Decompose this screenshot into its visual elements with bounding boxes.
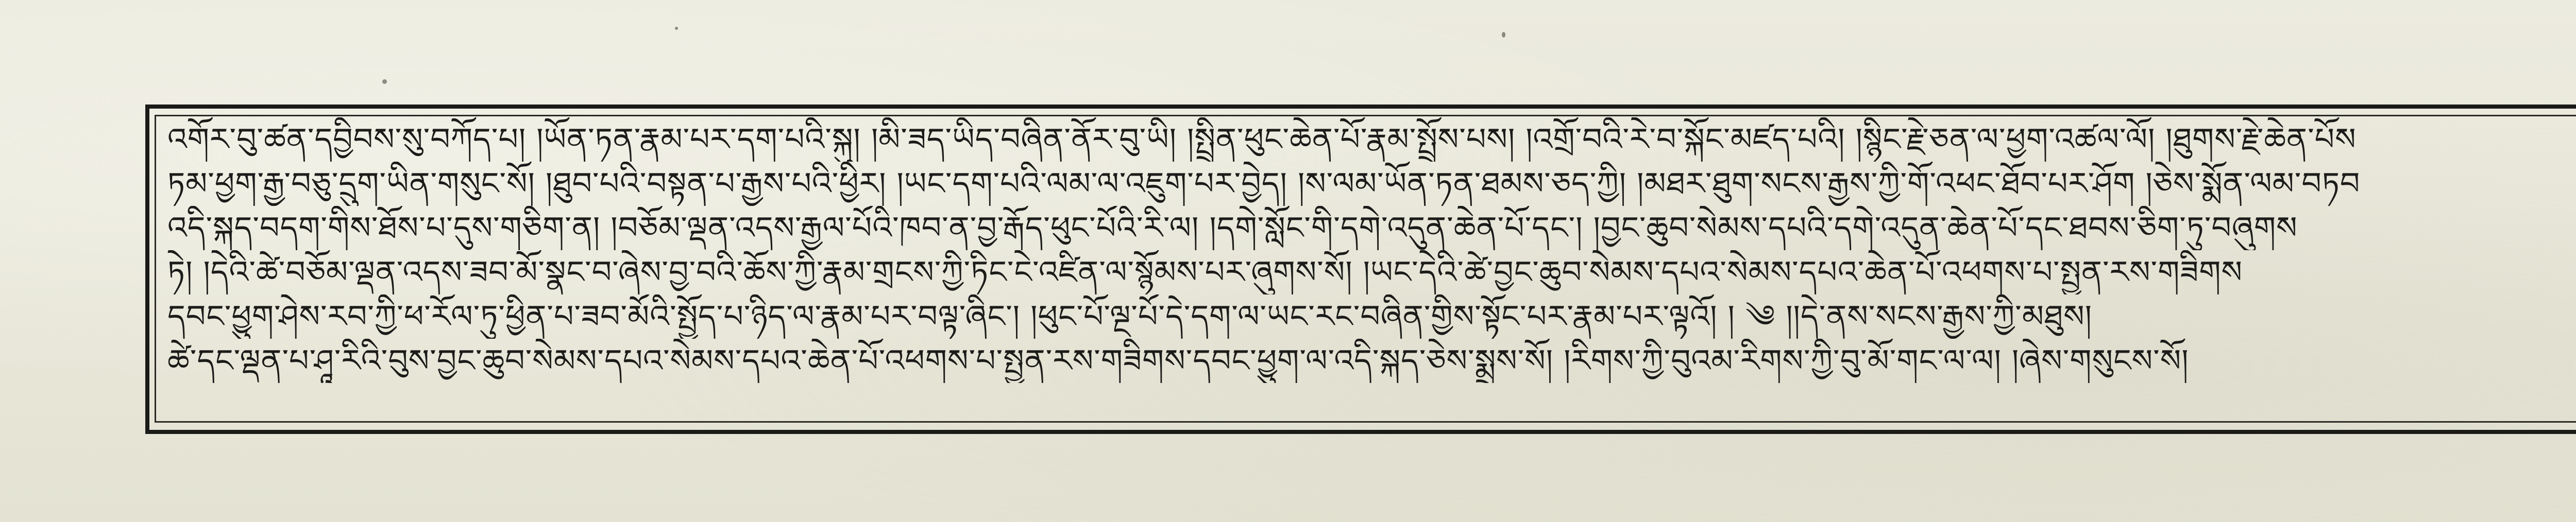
text-line-5: དབང་ཕྱུག་ཤེས་རབ་ཀྱི་ཕ་རོལ་ཏུ་ཕྱིན་པ་ཟབ་མོའི་སྤྱོད་པ་ཉིད་ལ་རྣམ་པར་བལྟ་ཞིང་། །ཕུང་པོ་ལྔ་པོ་དེ་དག་ལ་ཡང་རང་བཞིན་གྱིས་སྟོང་པར་རྣམ་པར་ལྟའོ། ། ༄ །།དེ་ནས་སངས་རྒྱས་ཀྱི་མཐུས།	[167, 299, 2092, 335]
text-line-6: ཚེ་དང་ལྡན་པ་ཤཱ་རིའི་བུས་བྱང་ཆུབ་སེམས་དཔའ་སེམས་དཔའ་ཆེན་པོ་འཕགས་པ་སྤྱན་རས་གཟིགས་དབང་ཕྱུག་ལ་འདི་སྐད་ཅེས་སྨྲས་སོ། །རིགས་ཀྱི་བུའམ་རིགས་ཀྱི་བུ་མོ་གང་ལ་ལ། །ཞེས་གསུངས་སོ།	[167, 343, 2189, 379]
paper-speck	[382, 79, 387, 84]
text-line-3: འདི་སྐད་བདག་གིས་ཐོས་པ་དུས་གཅིག་ན། །བཅོམ་ལྡན་འདས་རྒྱལ་པོའི་ཁབ་ན་བྱ་རྒོད་ཕུང་པོའི་རི་ལ། །དགེ་སློང་གི་དགེ་འདུན་ཆེན་པོ་དང་། །བྱང་ཆུབ་སེམས་དཔའི་དགེ་འདུན་ཆེན་པོ་དང་ཐབས་ཅིག་ཏུ་བཞུགས	[167, 210, 2298, 246]
text-line-4: ཏེ། །དེའི་ཚེ་བཅོམ་ལྡན་འདས་ཟབ་མོ་སྣང་བ་ཞེས་བྱ་བའི་ཆོས་ཀྱི་རྣམ་གྲངས་ཀྱི་ཏིང་ངེ་འཛིན་ལ་སྙོམས་པར་ཞུགས་སོ། །ཡང་དེའི་ཚེ་བྱང་ཆུབ་སེམས་དཔའ་སེམས་དཔའ་ཆེན་པོ་འཕགས་པ་སྤྱན་རས་གཟིགས	[167, 254, 2243, 290]
text-line-2: ཏམ་ཕྱག་རྒྱ་བཅུ་དྲུག་ཡིན་གསུང་སོ། །ཐུབ་པའི་བསྟན་པ་རྒྱས་པའི་ཕྱིར། །ཡང་དག་པའི་ལམ་ལ་འཇུག་པར་བྱེད། །ས་ལམ་ཡོན་ཏན་ཐམས་ཅད་ཀྱི། །མཐར་ཐུག་སངས་རྒྱས་ཀྱི་གོ་འཕང་ཐོབ་པར་ཤོག །ཅེས་སྨོན་ལམ་བཏབ	[167, 166, 2361, 202]
paper-speck	[1502, 32, 1505, 38]
text-line-1: འགོར་བུ་ཚན་དབྱིབས་སུ་བཀོད་པ། །ཡོན་ཏན་རྣམ་པར་དག་པའི་སྐུ། །མི་ཟད་ཡིད་བཞིན་ནོར་བུ་ཡི། །སྤྲིན་ཕུང་ཆེན་པོ་རྣམ་སྤྲོས་པས། །འགྲོ་བའི་རེ་བ་སྐོང་མཛད་པའི། །སྙིང་རྗེ་ཅན་ལ་ཕྱག་འཚལ་ལོ། །ཐུགས་རྗེ་ཆེན་པོས	[167, 121, 2357, 158]
paper-speck	[675, 27, 678, 30]
tibetan-text-block	[167, 117, 2571, 421]
